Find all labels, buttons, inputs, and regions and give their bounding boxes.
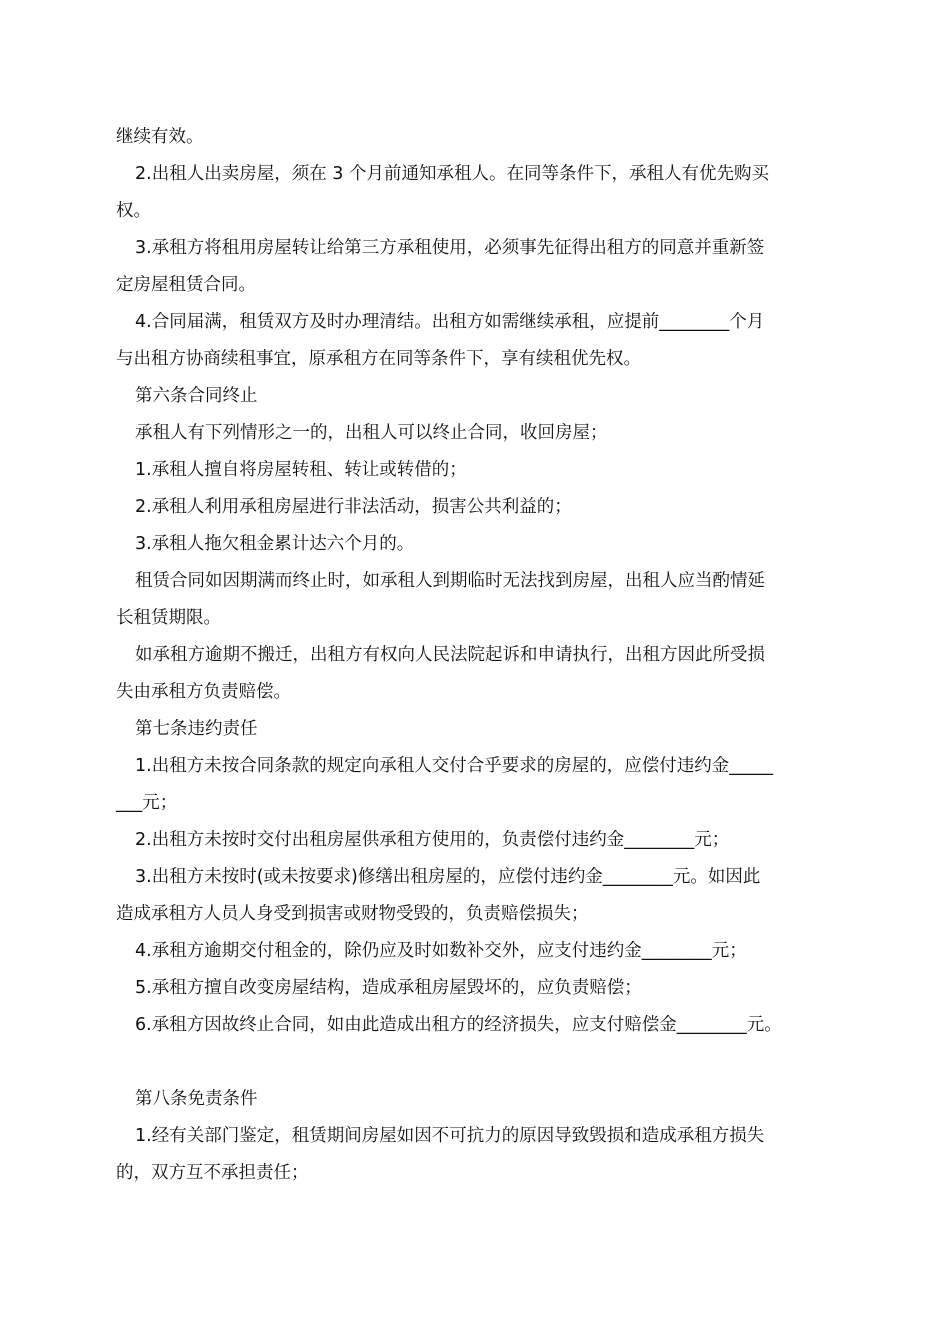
paragraph-overdue-relocation-cont: 失由承租方负责赔偿。 [116, 682, 291, 702]
paragraph-continues-valid: 继续有效。 [116, 127, 204, 147]
paragraph-article-7-item-3: 3.出租方未按时(或未按要求)修缮出租房屋的，应偿付违约金________元。如因此 [135, 867, 761, 887]
paragraph-article-6-intro: 承租人有下列情形之一的，出租人可以终止合同，收回房屋； [135, 423, 608, 443]
section-heading-article-8: 第八条免责条件 [135, 1089, 258, 1109]
section-heading-article-6: 第六条合同终止 [135, 386, 258, 406]
paragraph-article-8-item-1: 1.经有关部门鉴定，租赁期间房屋如因不可抗力的原因导致毁损和造成承租方损失 [135, 1126, 765, 1146]
paragraph-overdue-relocation: 如承租方逾期不搬迁，出租方有权向人民法院起诉和申请执行，出租方因此所受损 [135, 645, 765, 665]
paragraph-clause-5-4-cont: 与出租方协商续租事宜，原承租方在同等条件下，享有续租优先权。 [116, 349, 641, 369]
paragraph-article-6-item-3: 3.承租人拖欠租金累计达六个月的。 [135, 534, 415, 554]
paragraph-clause-5-3: 3.承租方将租用房屋转让给第三方承租使用，必须事先征得出租方的同意并重新签 [135, 238, 765, 258]
paragraph-clause-5-4: 4.合同届满，租赁双方及时办理清结。出租方如需继续承租，应提前________个月 [135, 312, 765, 332]
paragraph-article-7-item-4: 4.承租方逾期交付租金的，除仍应及时如数补交外，应支付违约金________元； [135, 941, 747, 961]
paragraph-article-7-item-2: 2.出租方未按时交付出租房屋供承租方使用的，负责偿付违约金________元； [135, 830, 730, 850]
blank-line [116, 1044, 856, 1081]
paragraph-article-7-item-5: 5.承租方擅自改变房屋结构，造成承租房屋毁坏的，应负责赔偿； [135, 978, 642, 998]
paragraph-clause-5-2-cont: 权。 [116, 201, 151, 221]
paragraph-article-6-item-1: 1.承租人擅自将房屋转租、转让或转借的； [135, 460, 467, 480]
paragraph-article-6-item-2: 2.承租人利用承租房屋进行非法活动，损害公共利益的； [135, 497, 572, 517]
paragraph-lease-expiry: 租赁合同如因期满而终止时，如承租人到期临时无法找到房屋，出租人应当酌情延 [135, 571, 765, 591]
paragraph-clause-5-3-cont: 定房屋租赁合同。 [116, 275, 256, 295]
paragraph-article-8-item-1-cont: 的，双方互不承担责任； [116, 1163, 309, 1183]
document-body [116, 119, 856, 1192]
paragraph-article-7-item-1: 1.出租方未按合同条款的规定向承租人交付合乎要求的房屋的，应偿付违约金_____ [135, 756, 773, 776]
paragraph-lease-expiry-cont: 长租赁期限。 [116, 608, 221, 628]
paragraph-article-7-item-3-cont: 造成承租方人员人身受到损害或财物受毁的，负责赔偿损失； [116, 904, 589, 924]
section-heading-article-7: 第七条违约责任 [135, 719, 258, 739]
paragraph-article-7-item-1-cont: ___元； [116, 793, 178, 813]
paragraph-article-7-item-6: 6.承租方因故终止合同，如由此造成出租方的经济损失，应支付赔偿金________元。 [135, 1015, 782, 1035]
paragraph-clause-5-2: 2.出租人出卖房屋，须在 3 个月前通知承租人。在同等条件下，承租人有优先购买 [135, 164, 769, 184]
